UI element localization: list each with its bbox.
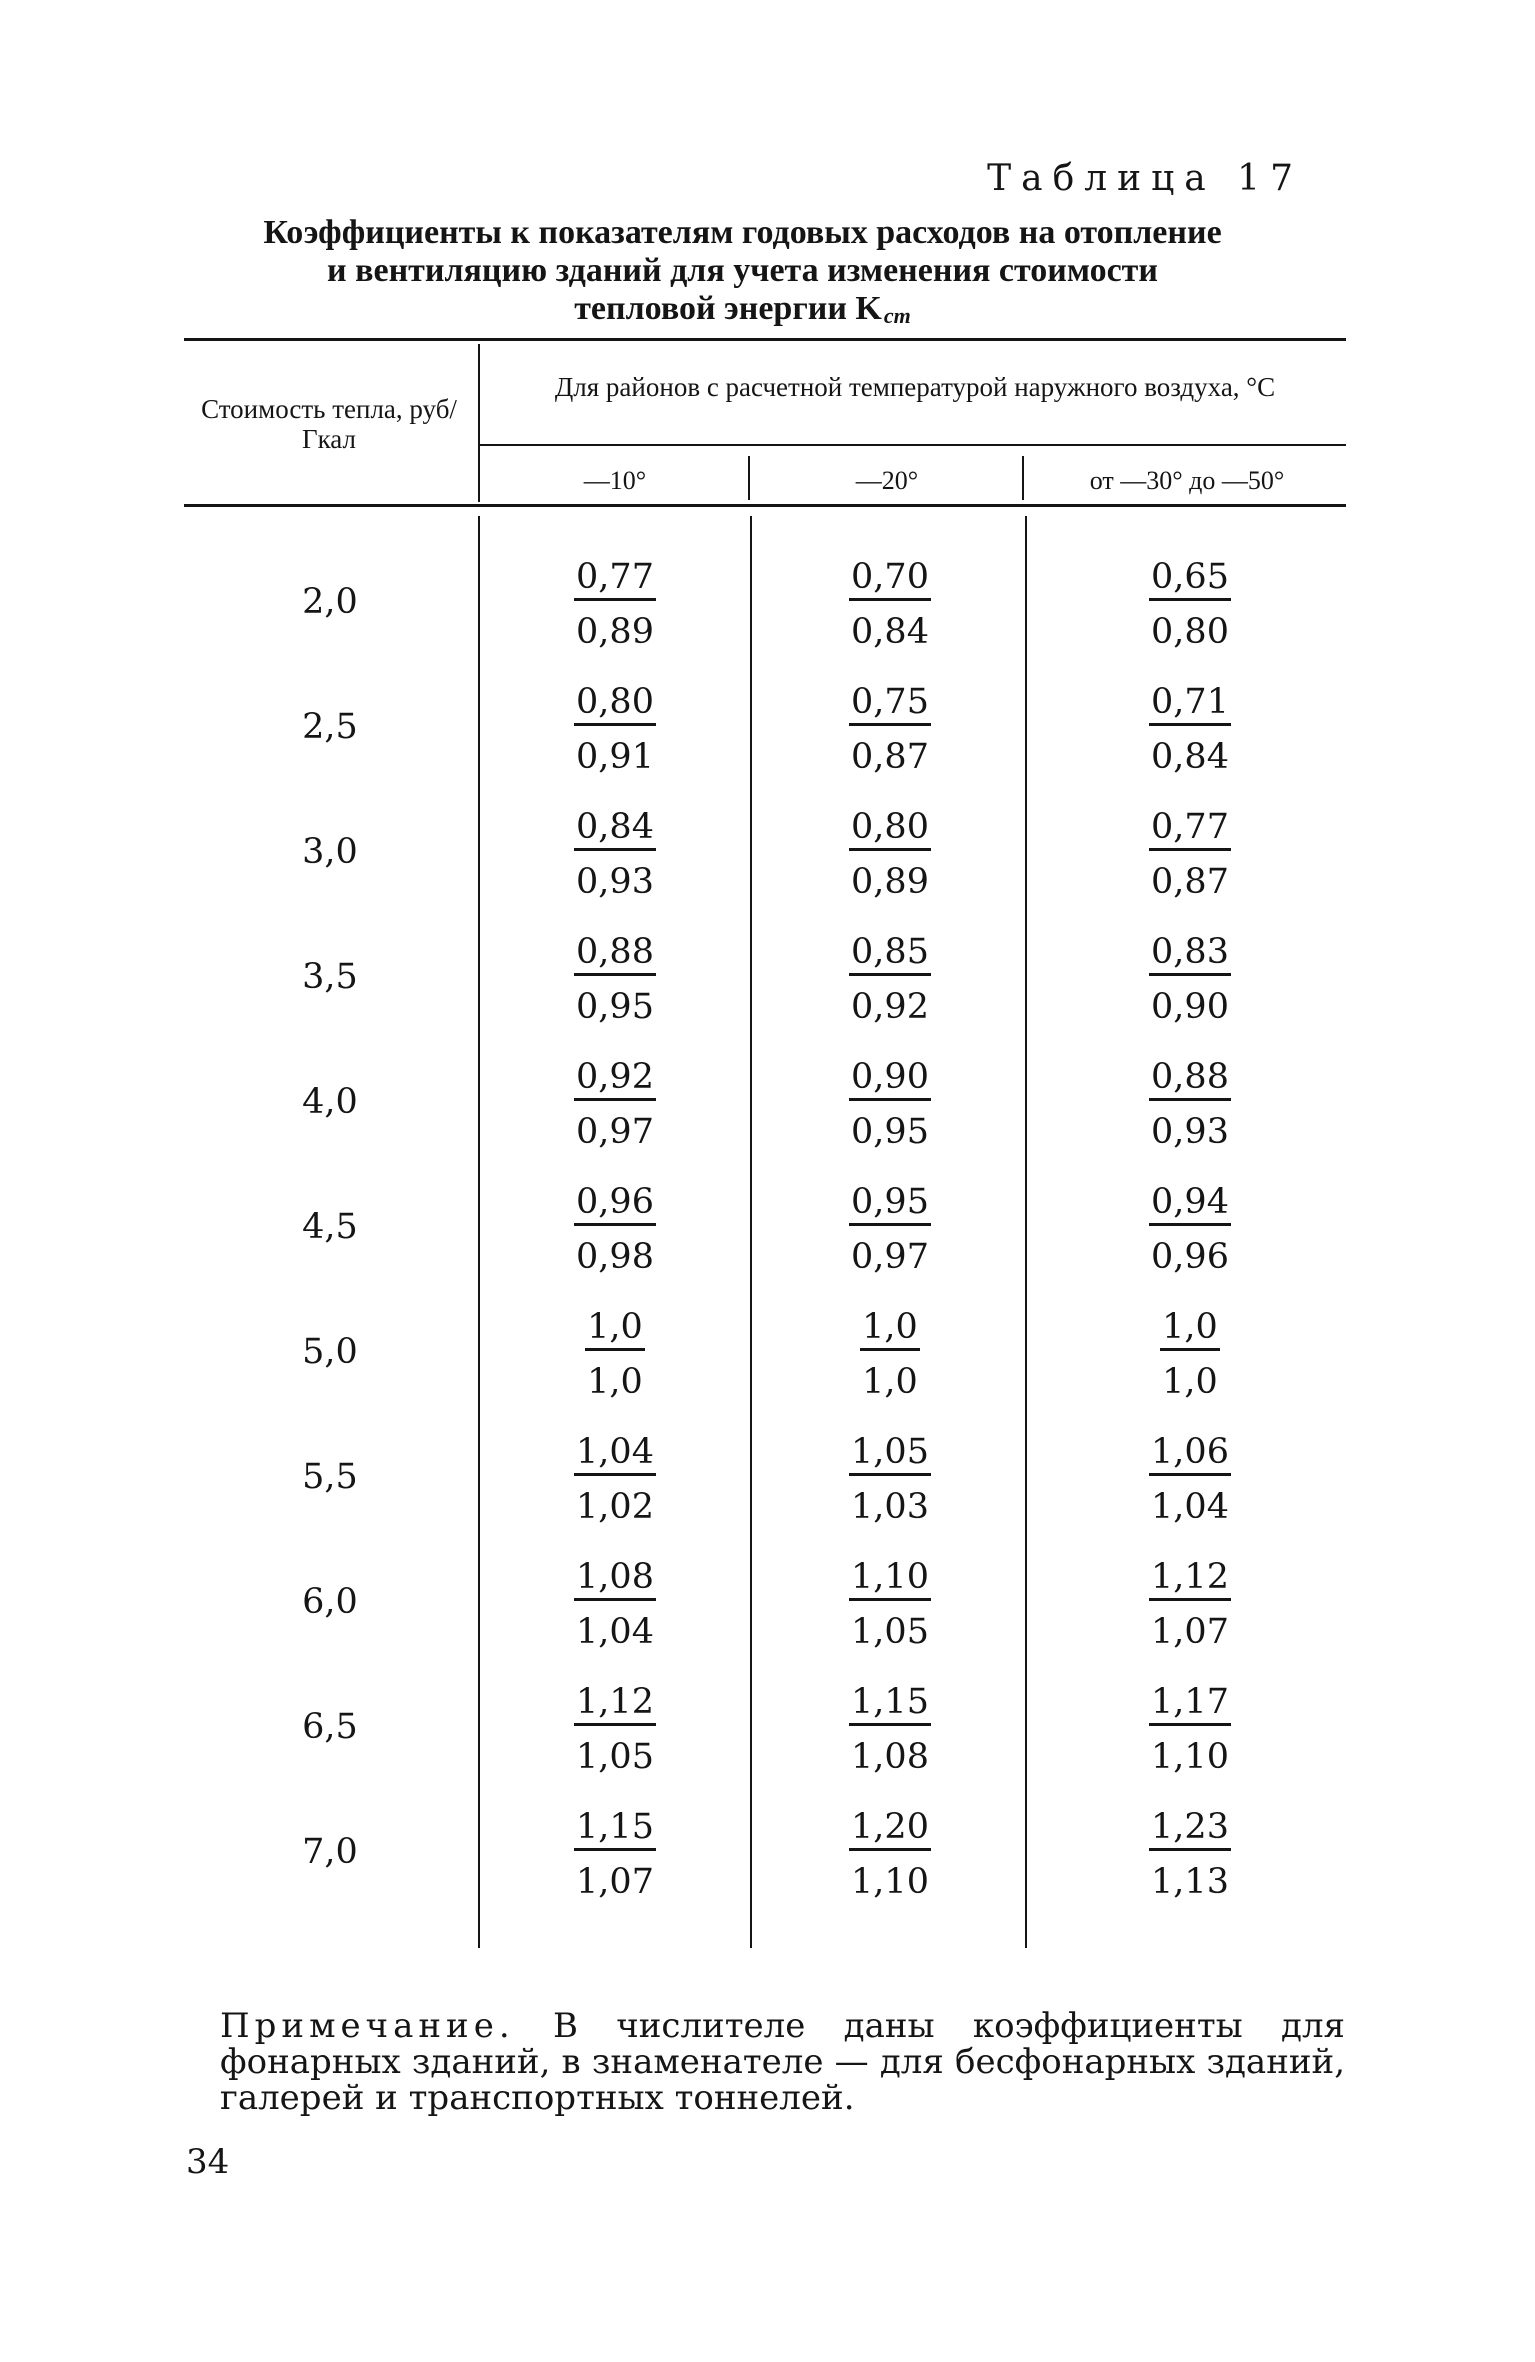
note-heading: Примечание. xyxy=(220,2006,515,2046)
coefficient-denominator: 0,87 xyxy=(1151,862,1229,902)
coefficient-numerator: 1,15 xyxy=(849,1681,931,1726)
coefficient-numerator: 0,92 xyxy=(574,1056,656,1101)
coefficient-fraction xyxy=(1110,556,1270,653)
coefficient-fraction xyxy=(810,1431,970,1528)
cost-cell: 5,0 xyxy=(302,1332,358,1372)
coefficient-fraction xyxy=(535,1056,695,1153)
header-region-label: Для районов с расчетной температурой наружного воздуха, °С xyxy=(554,372,1276,402)
coefficient-denominator: 1,07 xyxy=(576,1862,654,1902)
coefficient-denominator: 0,90 xyxy=(1151,987,1229,1027)
coefficient-denominator: 0,96 xyxy=(1151,1237,1229,1277)
coefficient-numerator: 0,84 xyxy=(574,806,656,851)
coefficient-fraction xyxy=(1110,1056,1270,1153)
coefficient-fraction xyxy=(810,806,970,903)
coefficient-fraction xyxy=(810,1806,970,1903)
coefficient-fraction xyxy=(1110,806,1270,903)
coefficient-fraction xyxy=(810,556,970,653)
cost-cell: 4,0 xyxy=(302,1082,358,1122)
coefficient-fraction xyxy=(535,1806,695,1903)
coefficient-numerator: 1,0 xyxy=(585,1306,645,1351)
title-line-3 xyxy=(180,290,1305,335)
coefficient-fraction xyxy=(535,1681,695,1778)
coefficient-numerator: 1,05 xyxy=(849,1431,931,1476)
coefficient-fraction xyxy=(535,806,695,903)
coefficient-denominator: 0,87 xyxy=(851,737,929,777)
coefficient-fraction xyxy=(810,1306,970,1403)
coefficient-denominator: 0,84 xyxy=(1151,737,1229,777)
coefficient-numerator: 0,94 xyxy=(1149,1181,1231,1226)
coefficient-numerator: 0,85 xyxy=(849,931,931,976)
coefficient-numerator: 0,90 xyxy=(849,1056,931,1101)
cost-cell: 7,0 xyxy=(302,1832,358,1872)
column-header-minus-10: —10° xyxy=(583,466,647,495)
table-note xyxy=(220,2008,1345,2116)
coefficient-denominator: 0,93 xyxy=(576,862,654,902)
coefficient-denominator: 1,04 xyxy=(1151,1487,1229,1527)
page-number: 34 xyxy=(186,2142,230,2182)
cost-cell: 2,5 xyxy=(302,707,358,747)
coefficient-numerator: 1,0 xyxy=(1160,1306,1220,1351)
coefficient-numerator: 0,70 xyxy=(849,556,931,601)
coefficient-denominator: 0,91 xyxy=(576,737,654,777)
coefficient-denominator: 0,97 xyxy=(851,1237,929,1277)
coefficient-denominator: 1,08 xyxy=(851,1737,929,1777)
coefficient-denominator: 1,02 xyxy=(576,1487,654,1527)
coefficient-fraction xyxy=(535,681,695,778)
coefficient-fraction xyxy=(535,556,695,653)
coefficient-numerator: 1,12 xyxy=(574,1681,656,1726)
body-divider-col2 xyxy=(750,516,752,1948)
coefficient-numerator: 0,88 xyxy=(1149,1056,1231,1101)
coefficient-fraction xyxy=(1110,1181,1270,1278)
coefficient-fraction xyxy=(1110,1681,1270,1778)
coefficient-numerator: 1,10 xyxy=(849,1556,931,1601)
coefficient-denominator: 0,89 xyxy=(851,862,929,902)
coefficient-denominator: 1,0 xyxy=(862,1362,918,1402)
coefficient-numerator: 1,15 xyxy=(574,1806,656,1851)
coefficient-numerator: 0,80 xyxy=(574,681,656,726)
body-divider-left xyxy=(478,516,480,1948)
cost-cell: 6,5 xyxy=(302,1707,358,1747)
coefficient-numerator: 1,04 xyxy=(574,1431,656,1476)
header-mid-rule xyxy=(480,444,1346,446)
coefficient-numerator: 0,96 xyxy=(574,1181,656,1226)
coefficient-numerator: 1,12 xyxy=(1149,1556,1231,1601)
coefficient-numerator: 0,71 xyxy=(1149,681,1231,726)
title-line-2: и вентиляцию зданий для учета изменения стоимости xyxy=(327,252,1158,289)
coefficient-numerator: 0,83 xyxy=(1149,931,1231,976)
column-header-minus-30-to-50: от —30° до —50° xyxy=(1089,466,1285,495)
coefficient-denominator: 0,89 xyxy=(576,612,654,652)
coefficient-denominator: 1,04 xyxy=(576,1612,654,1652)
coefficient-denominator: 1,13 xyxy=(1151,1862,1229,1902)
coefficient-fraction xyxy=(535,1431,695,1528)
coefficient-fraction xyxy=(1110,1431,1270,1528)
header-bottom-rule xyxy=(184,504,1346,507)
coefficient-denominator: 0,95 xyxy=(576,987,654,1027)
title-subscript: ст xyxy=(883,303,911,328)
coefficient-denominator: 0,95 xyxy=(851,1112,929,1152)
cost-cell: 2,0 xyxy=(302,582,358,622)
column-header-minus-20: —20° xyxy=(855,466,919,495)
coefficient-fraction xyxy=(810,681,970,778)
coefficient-fraction xyxy=(1110,1306,1270,1403)
coefficient-fraction xyxy=(535,931,695,1028)
coefficient-numerator: 1,0 xyxy=(860,1306,920,1351)
coefficient-numerator: 1,06 xyxy=(1149,1431,1231,1476)
coefficient-numerator: 0,80 xyxy=(849,806,931,851)
coefficient-denominator: 0,80 xyxy=(1151,612,1229,652)
cost-cell: 6,0 xyxy=(302,1582,358,1622)
cost-cell: 4,5 xyxy=(302,1207,358,1247)
coefficient-fraction xyxy=(1110,1806,1270,1903)
top-rule xyxy=(184,338,1346,341)
coefficient-fraction xyxy=(810,931,970,1028)
coefficient-denominator: 1,10 xyxy=(1151,1737,1229,1777)
coefficient-denominator: 1,07 xyxy=(1151,1612,1229,1652)
note-text: В числителе даны коэффициенты для фонарных зданий, в знаменателе — для бесфонарных зданий, галерей и транспортных тоннелей. xyxy=(220,2006,1345,2118)
coefficient-denominator: 1,05 xyxy=(576,1737,654,1777)
coefficient-numerator: 1,17 xyxy=(1149,1681,1231,1726)
coefficient-denominator: 1,03 xyxy=(851,1487,929,1527)
coefficient-denominator: 1,10 xyxy=(851,1862,929,1902)
coefficient-numerator: 0,88 xyxy=(574,931,656,976)
coefficient-numerator: 0,95 xyxy=(849,1181,931,1226)
coefficient-fraction xyxy=(1110,681,1270,778)
cost-cell: 5,5 xyxy=(302,1457,358,1497)
coefficient-fraction xyxy=(1110,1556,1270,1653)
table-label: Таблица 17 xyxy=(987,158,1303,199)
coefficient-denominator: 0,84 xyxy=(851,612,929,652)
coefficient-denominator: 0,97 xyxy=(576,1112,654,1152)
coefficient-denominator: 1,05 xyxy=(851,1612,929,1652)
coefficient-fraction xyxy=(535,1556,695,1653)
coefficient-denominator: 0,92 xyxy=(851,987,929,1027)
coefficient-fraction xyxy=(810,1181,970,1278)
coefficient-fraction xyxy=(535,1181,695,1278)
coefficient-numerator: 0,75 xyxy=(849,681,931,726)
coefficient-denominator: 1,0 xyxy=(1162,1362,1218,1402)
coefficient-numerator: 1,08 xyxy=(574,1556,656,1601)
header-cost-label: Стоимость тепла, руб/Гкал xyxy=(201,394,457,454)
coefficient-fraction xyxy=(810,1556,970,1653)
coefficient-numerator: 1,23 xyxy=(1149,1806,1231,1851)
cost-cell: 3,0 xyxy=(302,832,358,872)
coefficient-numerator: 1,20 xyxy=(849,1806,931,1851)
body-divider-col3 xyxy=(1025,516,1027,1948)
header-divider-col2 xyxy=(748,456,750,500)
title-line-3-text: тепловой энергии K xyxy=(574,290,882,327)
table-title xyxy=(180,214,1305,335)
coefficient-denominator: 0,98 xyxy=(576,1237,654,1277)
coefficient-fraction xyxy=(1110,931,1270,1028)
coefficient-denominator: 0,93 xyxy=(1151,1112,1229,1152)
coefficient-numerator: 0,65 xyxy=(1149,556,1231,601)
coefficient-numerator: 0,77 xyxy=(1149,806,1231,851)
coefficient-denominator: 1,0 xyxy=(587,1362,643,1402)
title-line-1: Коэффициенты к показателям годовых расходов на отопление xyxy=(263,214,1222,251)
coefficient-numerator: 0,77 xyxy=(574,556,656,601)
coefficient-fraction xyxy=(810,1681,970,1778)
cost-cell: 3,5 xyxy=(302,957,358,997)
header-divider-col3 xyxy=(1022,456,1024,500)
coefficient-fraction xyxy=(810,1056,970,1153)
coefficient-fraction xyxy=(535,1306,695,1403)
header-divider-left xyxy=(478,344,480,502)
